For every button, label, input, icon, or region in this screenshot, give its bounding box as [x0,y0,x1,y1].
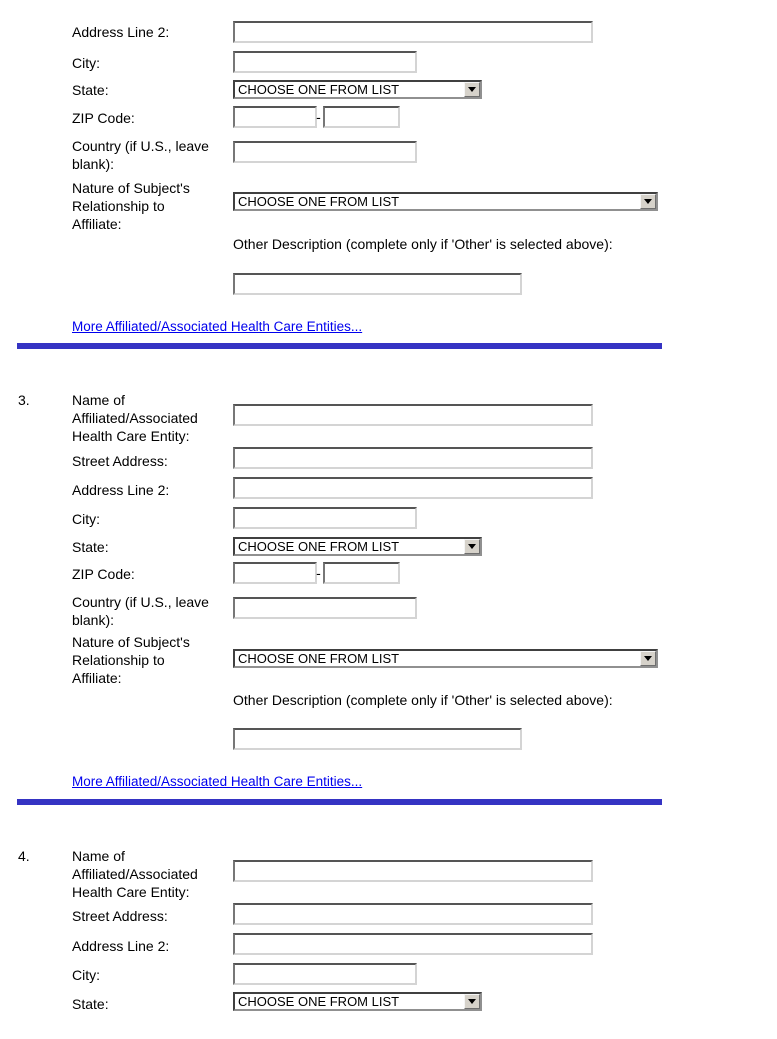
zip-separator: - [316,565,321,581]
dropdown-arrow-icon [464,994,480,1009]
address2-input[interactable] [233,477,593,499]
zip-input-1[interactable] [233,562,317,584]
city-label: City: [72,511,100,527]
section-divider [17,343,662,349]
city-input[interactable] [233,963,417,985]
city-label: City: [72,967,100,983]
section-number: 4. [18,848,30,864]
address2-input[interactable] [233,21,593,43]
dropdown-arrow-icon [640,651,656,666]
street-label: Street Address: [72,908,168,924]
entity-name-input[interactable] [233,860,593,882]
address2-label: Address Line 2: [72,938,170,954]
dropdown-arrow-icon [464,82,480,97]
street-input[interactable] [233,447,593,469]
nature-label: Nature of Subject's Relationship to Affiliate: [72,180,190,232]
city-input[interactable] [233,51,417,73]
country-input[interactable] [233,597,417,619]
zip-input-1[interactable] [233,106,317,128]
nature-select-value: CHOOSE ONE FROM LIST [238,194,400,209]
zip-label: ZIP Code: [72,566,135,582]
nature-label: Nature of Subject's Relationship to Affiliate: [72,634,190,686]
more-entities-link[interactable]: More Affiliated/Associated Health Care Entities... [72,319,363,334]
country-input[interactable] [233,141,417,163]
state-select-value: CHOOSE ONE FROM LIST [238,82,400,97]
nature-select[interactable] [233,649,658,668]
country-label: Country (if U.S., leave blank): [72,138,209,172]
section-divider [17,799,662,805]
other-description-input[interactable] [233,273,522,295]
street-input[interactable] [233,903,593,925]
address2-input[interactable] [233,933,593,955]
other-description-input[interactable] [233,728,522,750]
more-entities-link[interactable]: More Affiliated/Associated Health Care Entities... [72,774,363,789]
address2-label: Address Line 2: [72,24,170,40]
dropdown-arrow-icon [464,539,480,554]
zip-separator: - [316,109,321,125]
state-select-value: CHOOSE ONE FROM LIST [238,539,400,554]
address2-label: Address Line 2: [72,482,170,498]
state-select[interactable] [233,537,482,556]
entity-name-label: Name of Affiliated/Associated Health Care Entity: [72,848,198,900]
other-description-label: Other Description (complete only if 'Other' is selected above): [233,236,613,252]
entity-name-label: Name of Affiliated/Associated Health Care Entity: [72,392,198,444]
dropdown-arrow-icon [640,194,656,209]
state-select[interactable] [233,80,482,99]
city-label: City: [72,55,100,71]
state-label: State: [72,82,109,98]
city-input[interactable] [233,507,417,529]
zip-input-2[interactable] [323,106,400,128]
state-select[interactable] [233,992,482,1011]
nature-select[interactable] [233,192,658,211]
state-label: State: [72,996,109,1012]
other-description-label: Other Description (complete only if 'Other' is selected above): [233,692,613,708]
street-label: Street Address: [72,453,168,469]
country-label: Country (if U.S., leave blank): [72,594,209,628]
entity-name-input[interactable] [233,404,593,426]
zip-label: ZIP Code: [72,110,135,126]
nature-select-value: CHOOSE ONE FROM LIST [238,651,400,666]
state-label: State: [72,539,109,555]
zip-input-2[interactable] [323,562,400,584]
section-number: 3. [18,392,30,408]
state-select-value: CHOOSE ONE FROM LIST [238,994,400,1009]
